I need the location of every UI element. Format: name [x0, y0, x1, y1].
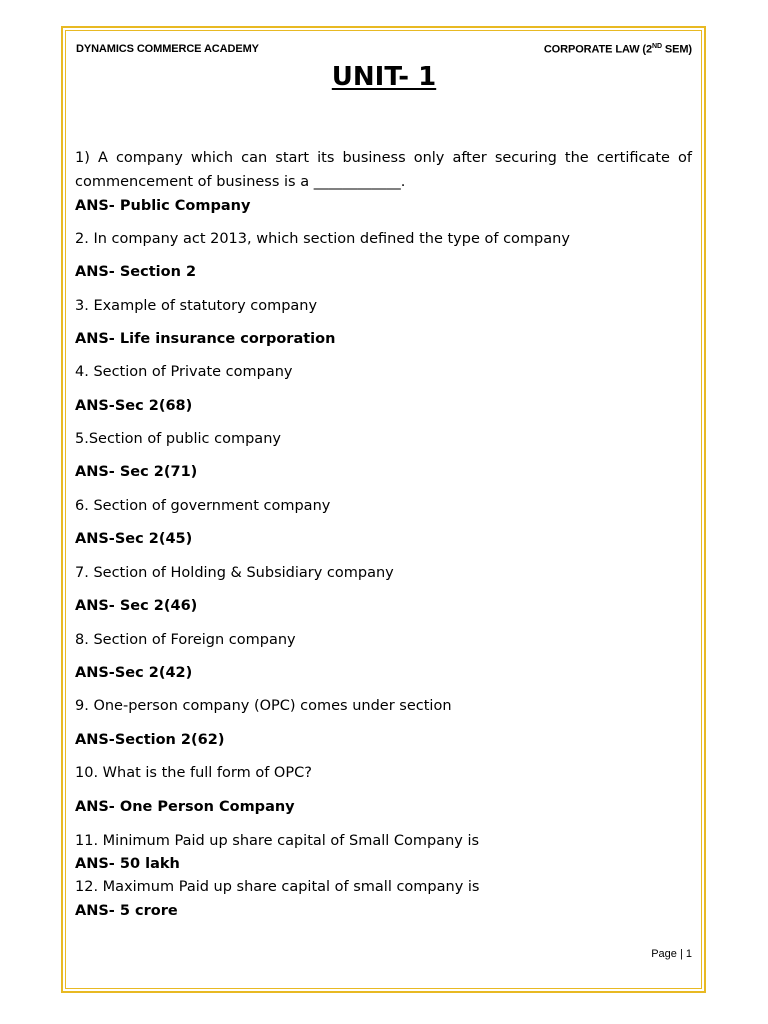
question-11: 11. Minimum Paid up share capital of Small Company is [75, 833, 480, 849]
answer-8: ANS-Sec 2(42) [75, 665, 193, 681]
answer-12: ANS- 5 crore [75, 903, 178, 919]
answer-1: ANS- Public Company [75, 198, 251, 214]
answer-10: ANS- One Person Company [75, 799, 295, 815]
question-4: 4. Section of Private company [75, 364, 293, 380]
question-1: 1) A company which can start its business only after securing the certificate of commencement of business is a ____________. [75, 150, 692, 190]
answer-11: ANS- 50 lakh [75, 856, 180, 872]
question-7: 7. Section of Holding & Subsidiary company [75, 565, 394, 581]
answer-9: ANS-Section 2(62) [75, 732, 225, 748]
header-subject: CORPORATE LAW (2ND SEM) [543, 43, 692, 56]
answer-3: ANS- Life insurance corporation [75, 331, 336, 347]
answer-2: ANS- Section 2 [75, 264, 197, 280]
question-9: 9. One-person company (OPC) comes under section [75, 698, 452, 714]
question-5: 5.Section of public company [75, 431, 281, 447]
question-6: 6. Section of government company [75, 498, 331, 514]
answer-4: ANS-Sec 2(68) [75, 398, 193, 414]
question-2: 2. In company act 2013, which section defined the type of company [75, 231, 570, 247]
question-10: 10. What is the full form of OPC? [75, 765, 312, 781]
answer-5: ANS- Sec 2(71) [75, 464, 198, 480]
question-8: 8. Section of Foreign company [75, 632, 296, 648]
header-academy: DYNAMICS COMMERCE ACADEMY [76, 43, 259, 55]
page-number: Page | 1 [651, 948, 692, 960]
answer-7: ANS- Sec 2(46) [75, 598, 198, 614]
page-title: UNIT- 1 [331, 62, 437, 92]
answer-6: ANS-Sec 2(45) [75, 531, 193, 547]
question-12: 12. Maximum Paid up share capital of small company is [75, 879, 480, 895]
question-3: 3. Example of statutory company [75, 298, 318, 314]
